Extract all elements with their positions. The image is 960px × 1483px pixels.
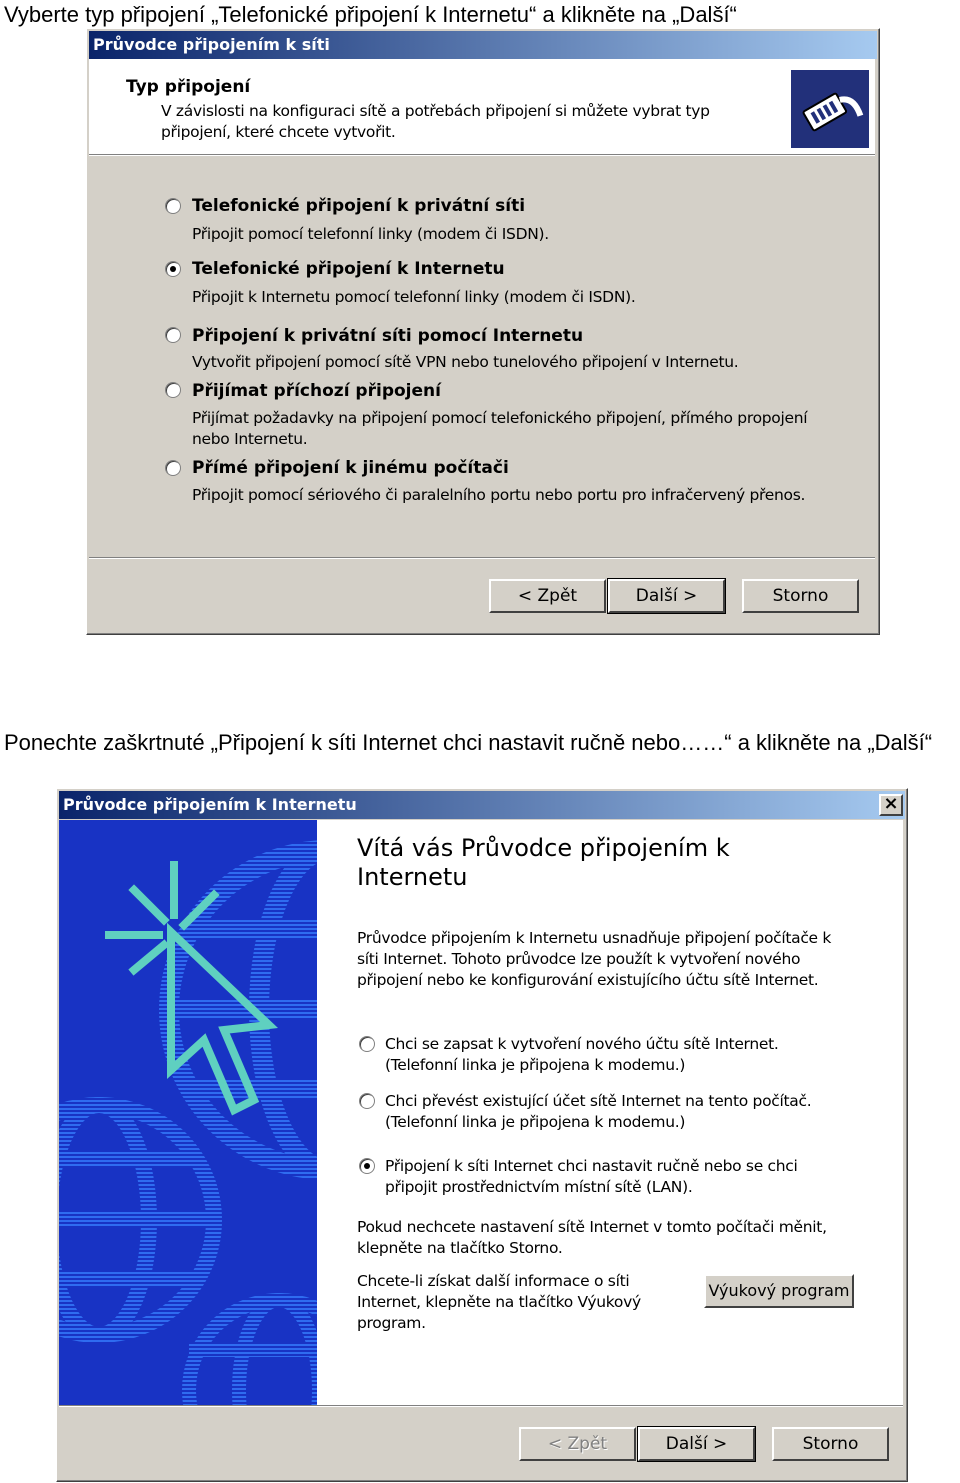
next-button[interactable]: Další > (638, 1427, 755, 1461)
option-new-account-radio[interactable] (359, 1036, 375, 1052)
option-transfer-account-radio[interactable] (359, 1093, 375, 1109)
option-direct-radio[interactable] (165, 460, 181, 476)
back-button[interactable]: < Zpět (519, 1427, 636, 1461)
next-button[interactable]: Další > (608, 579, 725, 613)
header-title: Typ připojení (126, 77, 251, 97)
option-direct-desc: Připojit pomocí sériového či paralelního portu nebo portu pro infračervený přenos. (192, 486, 806, 504)
tutorial-button[interactable]: Výukový program (704, 1274, 854, 1308)
caption-second: Ponechte zaškrtnuté „Připojení k síti Internet chci nastavit ručně nebo……“ a klikněte na „Další“ (4, 730, 933, 755)
option-internet-dialup-radio[interactable] (165, 261, 181, 277)
option-vpn-desc: Vytvořit připojení pomocí sítě VPN nebo tunelového připojení v Internetu. (192, 353, 739, 371)
globe-pointer-icon (59, 820, 317, 1405)
network-wizard-titlebar: Průvodce připojením k síti (89, 31, 877, 59)
internet-wizard-titlebar: Průvodce připojením k Internetu (59, 791, 905, 819)
option-manual-lan-label[interactable]: Připojení k síti Internet chci nastavit ručně nebo se chci připojit prostřednictvím místní sítě (LAN). (385, 1157, 798, 1196)
welcome-content (317, 820, 903, 1405)
option-private-dialup-label[interactable]: Telefonické připojení k privátní síti (192, 196, 526, 216)
header-separator (89, 154, 875, 156)
option-vpn-radio[interactable] (165, 327, 181, 343)
welcome-intro: Průvodce připojením k Internetu usnadňuje připojení počítače k síti Internet. Tohoto průvodce lze použít k vytvoření nového připojení nebo ke konfigurování existujícího účtu sítě Internet. (357, 929, 832, 989)
network-cable-icon (791, 70, 869, 148)
option-incoming-radio[interactable] (165, 382, 181, 398)
back-button[interactable]: < Zpět (489, 579, 606, 613)
dialog2-footer-separator (59, 1405, 903, 1407)
wizard-header (89, 59, 875, 154)
header-description: V závislosti na konfiguraci sítě a potřebách připojení si můžete vybrat typ připojení, které chcete vytvořit. (161, 102, 710, 141)
internet-wizard-dialog (56, 788, 908, 1482)
option-direct-label[interactable]: Přímé připojení k jinému počítači (192, 458, 509, 478)
option-incoming-desc: Přijímat požadavky na připojení pomocí telefonického připojení, přímého propojení nebo Internetu. (192, 409, 808, 448)
option-internet-dialup-desc: Připojit k Internetu pomocí telefonní linky (modem či ISDN). (192, 288, 636, 306)
caption-first: Vyberte typ připojení „Telefonické připojení k Internetu“ a klikněte na „Další“ (4, 2, 737, 27)
option-manual-lan-radio[interactable] (359, 1158, 375, 1174)
option-internet-dialup-label[interactable]: Telefonické připojení k Internetu (192, 259, 505, 279)
option-new-account-label[interactable]: Chci se zapsat k vytvoření nového účtu sítě Internet. (Telefonní linka je připojena k modemu.) (385, 1035, 779, 1074)
option-transfer-account-label[interactable]: Chci převést existující účet sítě Internet na tento počítač. (Telefonní linka je připojena k modemu.) (385, 1092, 812, 1131)
option-incoming-label[interactable]: Přijímat příchozí připojení (192, 381, 441, 401)
cancel-button[interactable]: Storno (742, 579, 859, 613)
network-wizard-dialog (86, 28, 880, 635)
option-private-dialup-radio[interactable] (165, 198, 181, 214)
option-vpn-label[interactable]: Připojení k privátní síti pomocí Internetu (192, 326, 584, 346)
cancel-note: Pokud nechcete nastavení sítě Internet v tomto počítači měnit, klepněte na tlačítko Storno. (357, 1218, 827, 1257)
option-private-dialup-desc: Připojit pomocí telefonní linky (modem či ISDN). (192, 225, 549, 243)
footer-separator (89, 557, 875, 559)
close-icon[interactable]: × (879, 794, 903, 816)
tutorial-note: Chcete-li získat další informace o síti Internet, klepněte na tlačítko Výukový program. (357, 1272, 641, 1332)
welcome-heading: Vítá vás Průvodce připojením k Internetu (357, 834, 730, 891)
cancel-button[interactable]: Storno (772, 1427, 889, 1461)
